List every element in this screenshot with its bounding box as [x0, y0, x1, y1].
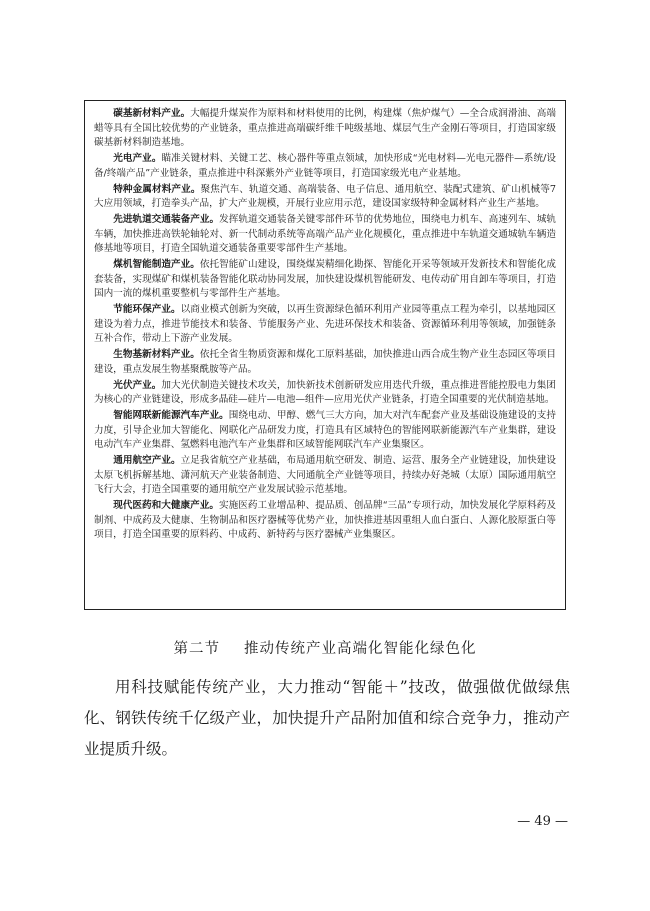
paragraph-text: 依托全省生物质资源和煤化工原料基础，加快推进山西合成生物产业生态园区等项目建设，重点发展生物基聚酰胺等产品。 — [94, 349, 557, 375]
box-paragraph — [94, 213, 556, 257]
paragraph-text: 大幅提升煤炭作为原料和材料使用的比例，构建煤（焦炉煤气）—全合成润滑油、高端蜡等具有全国比较优势的产业链条，重点推进高端碳纤维千吨级基地、煤层气生产金刚石等项目，打造国家级碳基新材料制造基地。 — [94, 108, 557, 148]
paragraph-title: 煤机智能制造产业。 — [113, 259, 200, 270]
paragraph-text: 瞄准关键材料、关键工艺、核心器件等重点领域，加快形成“光电材料—光电元器件—系统/设备/终端产品”产业链条，重点推进中科深紫外产业链等项目，打造国家级光电产业基地。 — [94, 153, 557, 179]
paragraph-title: 特种金属材料产业。 — [113, 183, 201, 195]
paragraph-title: 现代医药和大健康产业。 — [113, 500, 220, 511]
paragraph-text: 立足我省航空产业基础，布局通用航空研发、制造、运营、服务全产业链建设，加快建设太原飞机拆解基地、潇河航天产业装备制造、大同通航全产业链等项目，持续办好尧城（太原）国际通用航空飞行大会，打造全国重要的通用航空产业发展试验示范基地。 — [94, 455, 556, 495]
paragraph-text: 实施医药工业增品种、提品质、创品牌“三品”专项行动，加快发展化学原料药及制剂、中成药及大健康、生物制品和医疗器械等优势产业，加快推进基因重组人血白蛋白、人源化胶原蛋白等项目，打造全国重要的原料药、中成药、新特药与医疗器械产业集聚区。 — [94, 500, 557, 540]
section-number: 第二节 — [173, 641, 220, 657]
box-paragraph — [94, 379, 556, 408]
paragraph-title: 先进轨道交通装备产业。 — [113, 214, 220, 225]
box-paragraph — [94, 499, 556, 543]
box-paragraph — [94, 409, 556, 453]
body-paragraph: 用科技赋能传统产业，大力推动“智能＋”技改，做强做优做绿焦化、钢铁传统千亿级产业，加快提升产品附加值和综合竞争力，推动产业提质升级。 — [84, 678, 570, 758]
paragraph-title: 智能网联新能源汽车产业。 — [113, 410, 229, 421]
paragraph-title: 通用航空产业。 — [113, 455, 181, 466]
paragraph-text: 加大光伏制造关键技术攻关，加快新技术创新研发应用迭代升级，重点推进晋能控股电力集团为核心的产业链建设，形成多晶硅—硅片—电池—组件—应用光伏产业链条，打造全国重要的光伏制造基地。 — [94, 379, 557, 405]
paragraph-title: 光电产业。 — [113, 153, 162, 164]
paragraph-text: 聚焦汽车、轨道交通、高端装备、电子信息、通用航空、装配式建筑、矿山机械等7大应用领域，打造拳头产品，扩大产业规模，开展行业应用示范，建设国家级特种金属材料产业生产基地。 — [94, 183, 556, 209]
box-paragraph — [94, 303, 556, 347]
paragraph-title: 节能环保产业。 — [113, 304, 181, 315]
box-paragraph — [94, 454, 556, 498]
box-paragraph — [94, 348, 556, 377]
paragraph-title: 光伏产业。 — [113, 379, 162, 391]
box-paragraph — [94, 152, 556, 181]
paragraph-text: 以商业模式创新为突破，以再生资源绿色循环利用产业园等重点工程为牵引，以基地园区建设为着力点，推进节能技术和装备、节能服务产业、先进环保技术和装备、资源循环利用等领域，加强链条互补合作，带动上下游产业发展。 — [94, 304, 556, 344]
industry-box — [84, 100, 566, 610]
paragraph-title: 生物基新材料产业。 — [113, 349, 200, 360]
paragraph-text: 围绕电动、甲醇、燃气三大方向，加大对汽车配套产业及基础设施建设的支持力度，引导企业加大智能化、网联化产品研发力度，打造具有区域特色的智能网联新能源汽车产业集群，建设电动汽车产业集群、氢燃料电池汽车产业集群和区域智能网联汽车产业集聚区。 — [94, 410, 557, 450]
page-number: — 49 — — [517, 814, 568, 829]
paragraph-title: 碳基新材料产业。 — [113, 108, 191, 119]
paragraph-text: 依托智能矿山建设，围绕煤炭精细化勘探、智能化开采等领域开发新技术和智能化成套装备，实现煤矿和煤机装备智能化联动协同发展，加快建设煤机智能研发、电传动矿用自卸车等项目，打造国内一流的煤机重要整机与零部件生产基地。 — [94, 259, 557, 299]
box-paragraph — [94, 107, 556, 151]
section-heading — [0, 637, 650, 658]
box-paragraph — [94, 183, 556, 212]
paragraph-text: 发挥轨道交通装备关键零部件环节的优势地位，围绕电力机车、高速列车、城轨车辆，加快推进高铁轮轴轮对、新一代制动系统等高端产品产业化规模化，重点推进中车轨道交通城轨车辆造修基地等项目，打造全国轨道交通装备重要零部件生产基地。 — [94, 214, 557, 254]
section-title: 推动传统产业高端化智能化绿色化 — [244, 641, 477, 657]
box-paragraph — [94, 258, 556, 302]
